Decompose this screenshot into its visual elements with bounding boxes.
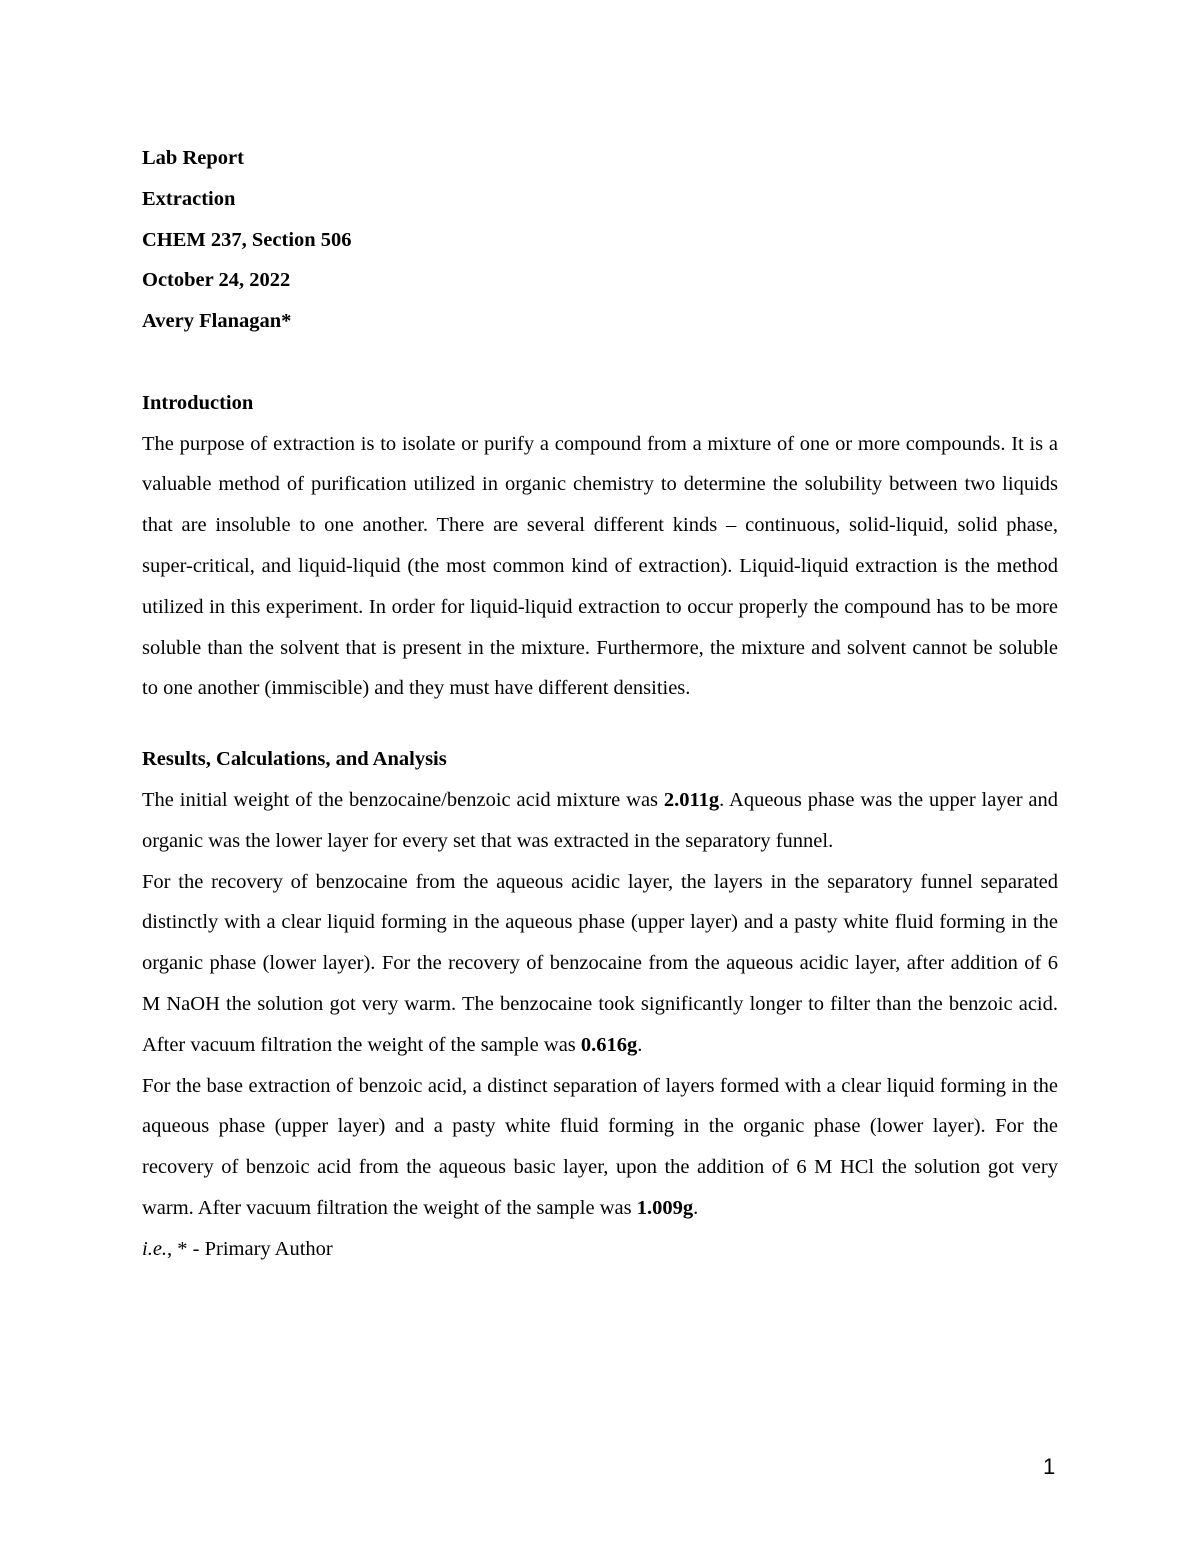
page-content: [142, 138, 1058, 1270]
benzocaine-weight-value: 0.616g: [580, 1033, 638, 1056]
benzoic-acid-weight-value: 1.009g: [636, 1196, 694, 1219]
results-paragraph-1: [142, 780, 1058, 862]
introduction-paragraph: The purpose of extraction is to isolate or purify a compound from a mixture of one or more compounds. It is a valuable method of purification utilized in organic chemistry to determine the solubility between two liquids that are insoluble to one another. There are several different kinds – continuous, solid-liquid, solid phase, super-critical, and liquid-liquid (the most common kind of extraction). Liquid-liquid extraction is the method utilized in this experiment. In order for liquid-liquid extraction to occur properly the compound has to be more soluble than the solvent that is present in the mixture. Furthermore, the mixture and solvent cannot be soluble to one another (immiscible) and they must have different densities.: [142, 432, 1058, 700]
results-heading: Results, Calculations, and Analysis: [142, 748, 447, 771]
footnote-text: , * - Primary Author: [167, 1237, 333, 1260]
report-type: Lab Report: [142, 147, 244, 169]
initial-weight-value: 2.011g: [663, 788, 720, 811]
results-p3-tail: .: [693, 1196, 699, 1219]
report-date: October 24, 2022: [142, 269, 291, 292]
results-p3-text: For the base extraction of benzoic acid, a distinct separation of layers formed with a clear liquid forming in the aqueous phase (upper layer) and a pasty white fluid forming in the organic phase (lower layer). For the recovery of benzoic acid from the aqueous basic layer, upon the addition of 6 M HCl the solution got very warm. After vacuum filtration the weight of the sample was: [142, 1074, 1058, 1219]
results-p2-text: For the recovery of benzocaine from the aqueous acidic layer, the layers in the separatory funnel separated distinctly with a clear liquid forming in the aqueous phase (upper layer) and a pasty white fluid forming in the organic phase (lower layer). For the recovery of benzocaine from the aqueous acidic layer, after addition of 6 M NaOH the solution got very warm. The benzocaine took significantly longer to filter than the benzoic acid. After vacuum filtration the weight of the sample was: [142, 870, 1058, 1056]
results-p2-tail: .: [637, 1033, 643, 1056]
results-paragraph-2: [142, 862, 1058, 1066]
report-title: Extraction: [142, 187, 236, 210]
author-name: Avery Flanagan*: [142, 310, 292, 333]
course-section: CHEM 237, Section 506: [142, 228, 352, 251]
results-p1-tail: . Aqueous phase was the upper layer and organic was the lower layer for every set that was extracted in the separatory funnel.: [142, 788, 1058, 852]
page-number: 1: [1043, 1454, 1056, 1479]
author-footnote: [142, 1229, 1058, 1270]
results-paragraph-3: [142, 1066, 1058, 1229]
footnote-abbrev: i.e.: [142, 1237, 168, 1260]
spacer: [142, 342, 1058, 383]
results-p1-text: The initial weight of the benzocaine/benzoic acid mixture was: [142, 788, 664, 811]
introduction-heading: Introduction: [142, 391, 254, 414]
